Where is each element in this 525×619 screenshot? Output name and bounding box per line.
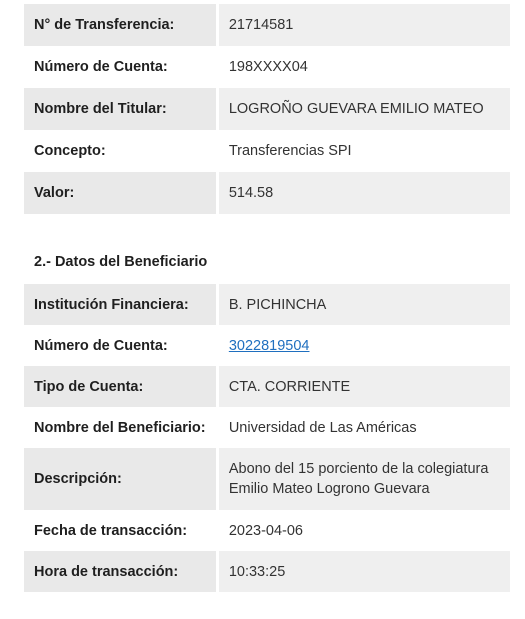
table-row xyxy=(24,448,510,510)
description-label: Descripción: xyxy=(24,448,216,510)
table-row xyxy=(24,366,510,407)
beneficiary-name-label: Nombre del Beneficiario: xyxy=(34,419,206,436)
holder-name-value: LOGROÑO GUEVARA EMILIO MATEO xyxy=(219,88,510,130)
transaction-date-label: Fecha de transacción: xyxy=(34,522,188,539)
beneficiary-name-value: Universidad de Las Américas xyxy=(228,419,417,436)
description-line-2: Emilio Mateo Logrono Guevara xyxy=(228,481,430,497)
account-type-value: CTA. CORRIENTE xyxy=(219,366,510,407)
table-row xyxy=(24,4,510,46)
table-row xyxy=(24,551,510,592)
table-row xyxy=(24,46,510,88)
holder-name-label: Nombre del Titular: xyxy=(24,88,216,130)
transaction-time-label: Hora de transacción: xyxy=(24,551,216,592)
account-number-label: Número de Cuenta: xyxy=(34,59,168,75)
transaction-time-value: 10:33:25 xyxy=(219,551,510,592)
transfer-number-label: N° de Transferencia: xyxy=(24,4,216,46)
bank-label: Institución Financiera: xyxy=(24,284,216,325)
amount-label: Valor: xyxy=(24,172,216,214)
transfer-number-value: 21714581 xyxy=(219,4,510,46)
beneficiary-details-table xyxy=(24,284,510,592)
account-type-label: Tipo de Cuenta: xyxy=(24,366,216,407)
transfer-details-table xyxy=(24,4,510,214)
beneficiary-account-label: Número de Cuenta: xyxy=(34,337,168,354)
table-row xyxy=(24,284,510,325)
table-row xyxy=(24,510,510,551)
transaction-date-value: 2023-04-06 xyxy=(228,522,303,539)
description-line-1: Abono del 15 porciento de la colegiatura xyxy=(228,461,489,477)
account-number-value: 198XXXX04 xyxy=(228,59,308,75)
table-row xyxy=(24,407,510,448)
concept-label: Concepto: xyxy=(34,143,106,159)
description-value xyxy=(219,448,510,510)
bank-value: B. PICHINCHA xyxy=(219,284,510,325)
beneficiary-section-title: 2.- Datos del Beneficiario xyxy=(34,254,208,270)
table-row xyxy=(24,130,510,172)
table-row xyxy=(24,88,510,130)
beneficiary-account-value xyxy=(219,325,510,366)
concept-value: Transferencias SPI xyxy=(228,143,352,159)
amount-value: 514.58 xyxy=(219,172,510,214)
table-row xyxy=(24,172,510,214)
table-row xyxy=(24,325,510,366)
account-number-link[interactable]: 3022819504 xyxy=(228,337,310,354)
